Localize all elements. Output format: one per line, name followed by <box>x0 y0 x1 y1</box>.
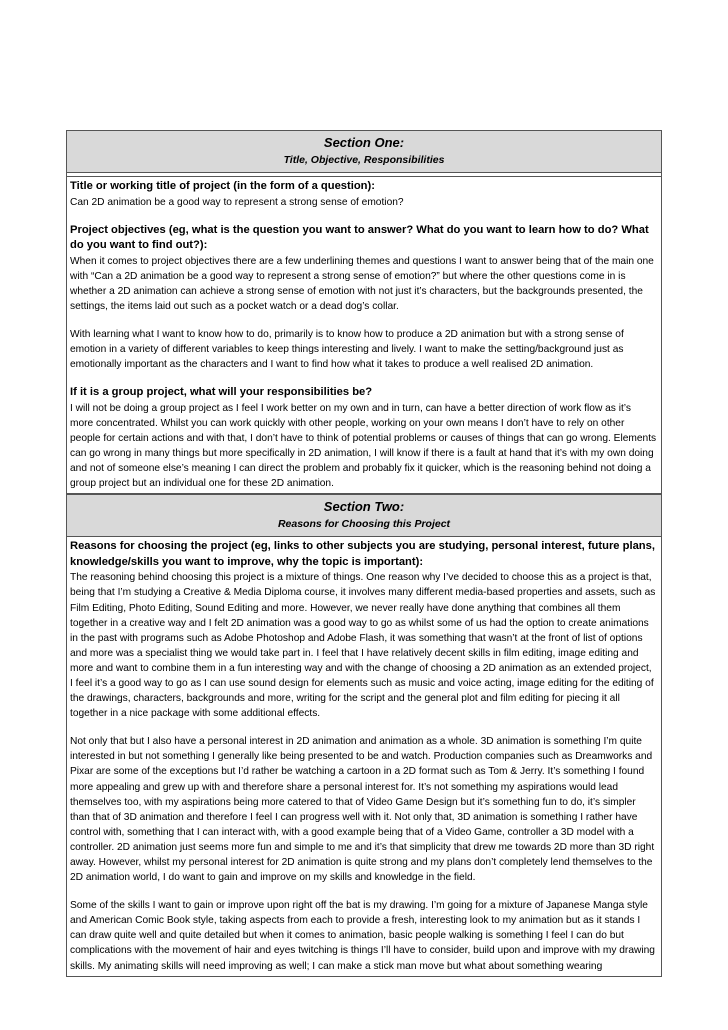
answer-objectives-paragraph-2: With learning what I want to know how to do, primarily is to know how to produce a 2D animation but with a strong sense of emotion in a variety of different variables to keep things interesting and lively. I want to make the setting/background just as emotionally important as the characters and I want to find how what it takes to produce a well realised 2D animation. <box>70 328 624 371</box>
section-two-subtitle: Reasons for Choosing this Project <box>277 518 451 531</box>
document-page <box>66 130 662 977</box>
question-group-responsibilities: If it is a group project, what will your responsibilities be? <box>70 386 373 399</box>
section-two-title: Section Two: <box>323 499 405 515</box>
section-one-title: Section One: <box>323 135 405 150</box>
answer-group-responsibilities: I will not be doing a group project as I feel I work better on my own and in turn, can have a better direction of work flow as it’s more concentrated. Whilst you can work quickly with other people, working on your own means I don’t have to rely on other people for certain actions and with that, I don’t have to think of potential problems or causes of things that can go wrong. Elements can go wrong in many things but more specifically in 2D animation, I will know if there is a fault at hand that it’s with my own doing and not of someone else’s meaning I can direct the problem and probably fix it quicker, which is the reasoning behind not doing a group project but an individual one for these 2D animation. <box>70 402 657 490</box>
section-one-subtitle: Title, Objective, Responsibilities <box>283 154 445 166</box>
reasons-paragraph-3: Some of the skills I want to gain or improve upon right off the bat is my drawing. I’m going for a mixture of Japanese Manga style and American Comic Book style, taking aspects from each to provide a fresh, interesting look to my animation but as it stands I can draw quite well and quite detailed but when it comes to animation, basic people walking is something I feel I can do but complications with the movement of hair and eyes twitching is things I’ll have to consider, build upon and improve with my drawing skills. My animating skills will need improving as well; I can make a stick man move but what about something wearing <box>70 900 655 972</box>
section-one-header <box>66 130 662 173</box>
section-two-body <box>66 537 662 976</box>
question-reasons-choosing: Reasons for choosing the project (eg, links to other subjects you are studying, personal interest, future plans, knowledge/skills you want to improve, why the topic is important): <box>70 540 655 568</box>
question-project-objectives: Project objectives (eg, what is the question you want to answer? What do you want to learn how to do? What do you want to find out?): <box>70 223 649 252</box>
reasons-paragraph-1: The reasoning behind choosing this project is a mixture of things. One reason why I’ve decided to choose this as a project is that, being that I’m studying a Creative & Media Diploma course, it involves many different media-based properties and assets, such as Film Editing, Photo Editing, Sound Editing and more. However, we never really have done anything that combines all them together in a creative way and I felt 2D animation was a good way to go as whilst some of us had the option to create animations in the past with programs such as Adobe Photoshop and Adobe Flash, it was something that wasn’t at the front of list of options and more was a specialist thing we would take part in. I feel that I have relatively decent skills in film editing, image editing and more and want to combine them in a fun interesting way and with the change of choosing a 2D animation as an extended project, I feel it’s a good way to go as I can use sound design for elements such as music and voice acting, image editing for the editing of the drawings, characters, backgrounds and more, writing for the script and the general plot and film editing for piecing it all together in a nice package with some additional effects. <box>70 572 656 720</box>
question-project-title: Title or working title of project (in the form of a question): <box>70 180 375 192</box>
section-two-header <box>66 494 662 537</box>
answer-project-title: Can 2D animation be a good way to represent a strong sense of emotion? <box>70 196 404 208</box>
section-one-body <box>66 176 662 494</box>
reasons-paragraph-2: Not only that but I also have a personal interest in 2D animation and animation as a whole. 3D animation is something I’m quite interested in but not something I generally like being presented to be and watch. Production companies such as Dreamworks and Pixar are some of the exceptions but I’d rather be watching a cartoon in a 2D format such as Tom & Jerry. It’s something I found more appealing and grew up with and therefore share a personal interest for. It’s not something my aspirations would lead themselves too, with my aspirations being more catered to that of Video Game Design but it’s something fun to do, it’s simpler than that of 3D animation and therefore I feel I can progress well with it. Not only that, 3D animation is something I rather have control with, something that I can interact with, with a good example being that of a Video Game, controller a 3D model with a controller. 2D animation just seems more fun and simple to me and it’s that simplicity that drew me towards 2D more than 3D right away. However, whilst my personal interest for 2D animation is quite strong and my plans don’t completely lend themselves to the 2D animation world, I do want to gain and improve on my skills and knowledge in the field. <box>70 736 655 884</box>
answer-objectives-paragraph-1: When it comes to project objectives there are a few underlining themes and questions I want to answer being that of the main one with “Can a 2D animation be a good way to represent a strong sense of emotion?” but where the other questions come in is whether a 2D animation can achieve a strong sense of emotion with not just it’s characters, but the backgrounds presented, the settings, the items laid out such as a pocket watch or a dead dog’s collar. <box>70 255 654 312</box>
